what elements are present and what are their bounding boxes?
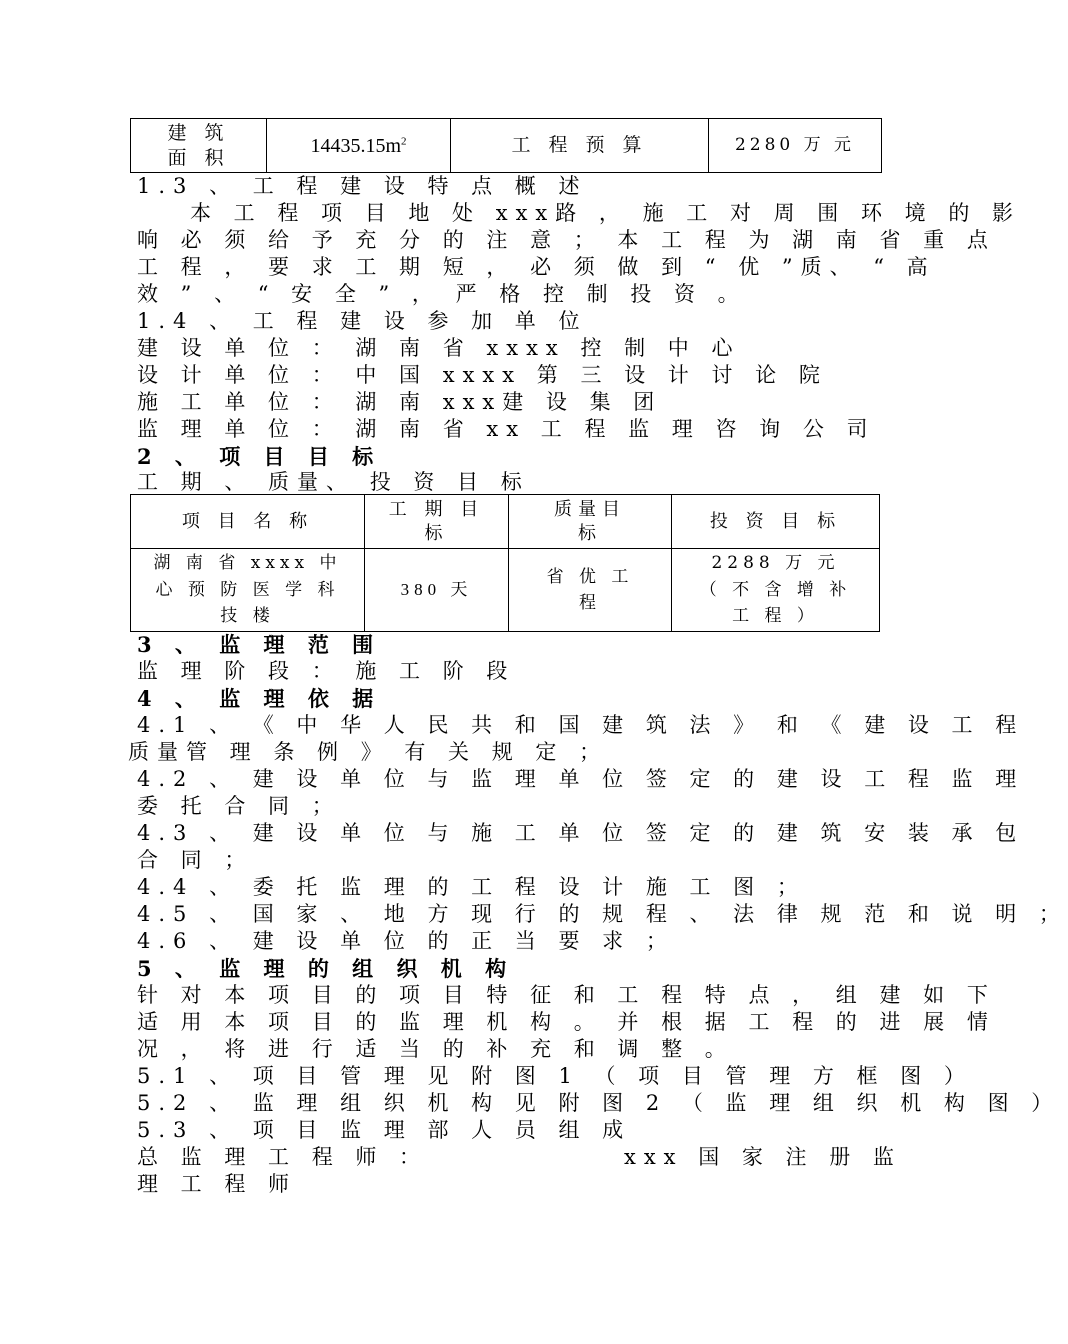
section-5-heading: 5 、 监 理 的 组 织 机 构: [137, 956, 515, 981]
goals-cell-investment: 2288 万 元 （ 不 含 增 补 工 程 ）: [672, 549, 880, 632]
project-goals-table: [130, 494, 880, 632]
section-3-heading: 3 、 监 理 范 围: [137, 632, 382, 657]
basis-4-2-cont: 委 托 合 同 ；: [137, 794, 341, 818]
paragraph-line: 况 ， 将 进 行 适 当 的 补 充 和 调 整 。: [137, 1037, 734, 1061]
budget-value: 2280 万 元: [709, 119, 882, 173]
basis-4-1-cont: 质量管 理 条 例 》 有 关 规 定 ；: [128, 740, 609, 764]
paragraph-line: 响 必 须 给 予 充 分 的 注 意 ； 本 工 程 为 湖 南 省 重 点: [137, 228, 996, 252]
basis-4-1: 4.1 、 《 中 华 人 民 共 和 国 建 筑 法 》 和 《 建 设 工 程: [137, 713, 1025, 737]
basis-4-3-cont: 合 同 ；: [137, 848, 254, 872]
section-3-text: 监 理 阶 段 ： 施 工 阶 段: [137, 659, 516, 683]
paragraph-line: 本 工 程 项 目 地 处 xxx路 ， 施 工 对 周 围 环 境 的 影: [190, 201, 1022, 225]
unit-construction: 建 设 单 位 ： 湖 南 省 xxxx 控 制 中 心: [137, 336, 741, 360]
basis-4-2: 4.2 、 建 设 单 位 与 监 理 单 位 签 定 的 建 设 工 程 监 理: [137, 767, 1025, 791]
goals-header-project: 项 目 名 称: [131, 495, 365, 549]
unit-contractor: 施 工 单 位 ： 湖 南 xxx建 设 集 团: [137, 390, 663, 414]
section-5-1: 5.1 、 项 目 管 理 见 附 图 1 （ 项 目 管 理 方 框 图 ）: [137, 1064, 973, 1088]
goals-cell-project: 湖 南 省 xxxx 中 心 预 防 医 学 科 技 楼: [131, 549, 365, 632]
paragraph-line: 针 对 本 项 目 的 项 目 特 征 和 工 程 特 点 ， 组 建 如 下: [137, 983, 996, 1007]
section-2-heading: 2 、 项 目 目 标: [137, 444, 382, 469]
basis-4-3: 4.3 、 建 设 单 位 与 施 工 单 位 签 定 的 建 筑 安 装 承 包: [137, 821, 1025, 845]
paragraph-line: 效 ” 、 “ 安 全 ” ， 严 格 控 制 投 资 。: [137, 282, 747, 306]
building-area-value: $14435.15m^2$: [267, 119, 451, 173]
chief-engineer-cont: 理 工 程 师: [137, 1172, 298, 1196]
goals-header-quality: 质量目 标: [509, 495, 672, 549]
paragraph-line: 适 用 本 项 目 的 监 理 机 构 。 并 根 据 工 程 的 进 展 情: [137, 1010, 996, 1034]
goals-cell-quality: 省 优 工 程: [509, 549, 672, 632]
basis-4-6: 4.6 、 建 设 单 位 的 正 当 要 求 ；: [137, 929, 675, 953]
section-5-3: 5.3 、 项 目 监 理 部 人 员 组 成: [137, 1118, 632, 1142]
section-2-subheading: 工 期 、 质量、 投 资 目 标: [137, 470, 530, 494]
building-info-table: [130, 118, 882, 173]
basis-4-5: 4.5 、 国 家 、 地 方 现 行 的 规 程 、 法 律 规 范 和 说 明 ；: [137, 902, 1068, 926]
goals-cell-schedule: 380 天: [365, 549, 509, 632]
building-area-label: 建 筑 面 积: [131, 119, 267, 173]
paragraph-line: 工 程 ， 要 求 工 期 短 ， 必 须 做 到 “ 优 ”质、 “ 高: [137, 255, 936, 279]
section-1-4-heading: 1.4 、 工 程 建 设 参 加 单 位: [137, 309, 588, 333]
section-5-2: 5.2 、 监 理 组 织 机 构 见 附 图 2 （ 监 理 组 织 机 构 图 ）: [137, 1091, 1061, 1115]
section-4-heading: 4 、 监 理 依 据: [137, 686, 382, 711]
basis-4-4: 4.4 、 委 托 监 理 的 工 程 设 计 施 工 图 ；: [137, 875, 806, 899]
unit-design: 设 计 单 位 ： 中 国 xxxx 第 三 设 计 讨 论 院: [137, 363, 828, 387]
goals-header-investment: 投 资 目 标: [672, 495, 880, 549]
chief-engineer-label: 总 监 理 工 程 师 ：: [137, 1145, 429, 1169]
chief-engineer-value: xxx 国 家 注 册 监: [624, 1145, 902, 1169]
budget-label: 工 程 预 算: [451, 119, 709, 173]
goals-header-schedule: 工 期 目 标: [365, 495, 509, 549]
section-1-3-heading: 1.3 、 工 程 建 设 特 点 概 述: [137, 174, 588, 198]
unit-supervisor: 监 理 单 位 ： 湖 南 省 xx 工 程 监 理 咨 询 公 司: [137, 417, 876, 441]
